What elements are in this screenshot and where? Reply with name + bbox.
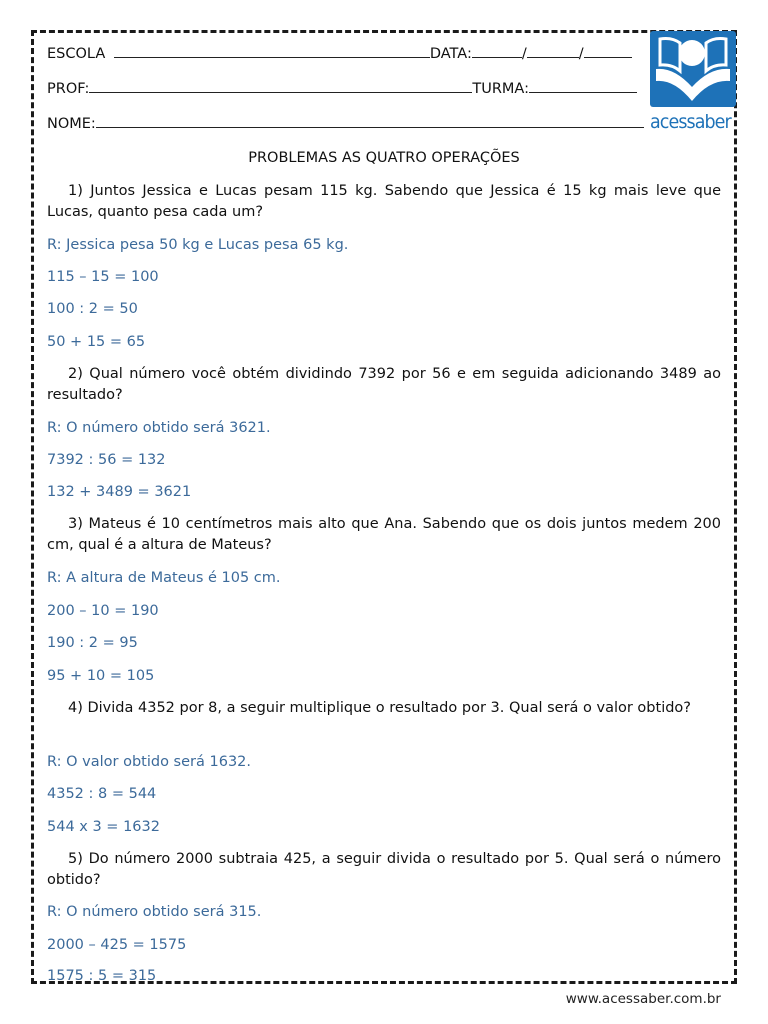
prof-field[interactable] xyxy=(89,79,472,93)
date-slash-1: / xyxy=(521,46,527,62)
nome-field[interactable] xyxy=(96,114,644,128)
question-5: 5) Do número 2000 subtraia 425, a seguir divida o resultado por 5. Qual será o número obtido? xyxy=(47,851,721,888)
question-1: 1) Juntos Jessica e Lucas pesam 115 kg. Sabendo que Jessica é 15 kg mais leve que Lucas, quanto pesa cada um? xyxy=(47,183,721,220)
worksheet-border xyxy=(31,30,737,984)
question-4: 4) Divida 4352 por 8, a seguir multiplique o resultado por 3. Qual será o valor obtido? xyxy=(68,700,691,716)
answer-1: R: Jessica pesa 50 kg e Lucas pesa 65 kg. xyxy=(47,237,349,253)
date-year-field[interactable] xyxy=(584,44,632,58)
answer-4-step-2: 544 x 3 = 1632 xyxy=(47,819,160,835)
answer-3-step-1: 200 – 10 = 190 xyxy=(47,603,159,619)
nome-label: NOME: xyxy=(47,116,96,132)
answer-2-step-1: 7392 : 56 = 132 xyxy=(47,452,166,468)
turma-label: TURMA: xyxy=(472,81,529,97)
answer-2: R: O número obtido será 3621. xyxy=(47,420,271,436)
question-3: 3) Mateus é 10 centímetros mais alto que Ana. Sabendo que os dois juntos medem 200 cm, qual é a altura de Mateus? xyxy=(47,516,721,553)
answer-4-step-1: 4352 : 8 = 544 xyxy=(47,786,157,802)
logo-wordmark: acessaber xyxy=(650,111,731,133)
answer-5: R: O número obtido será 315. xyxy=(47,904,262,920)
answer-3-step-3: 95 + 10 = 105 xyxy=(47,668,155,684)
answer-1-step-1: 115 – 15 = 100 xyxy=(47,269,159,285)
logo-emblem xyxy=(650,31,736,107)
date-month-field[interactable] xyxy=(527,44,579,58)
turma-field[interactable] xyxy=(529,79,637,93)
escola-label: ESCOLA xyxy=(47,46,106,62)
worksheet-title: PROBLEMAS AS QUATRO OPERAÇÕES xyxy=(248,150,520,166)
footer-url: www.acessaber.com.br xyxy=(565,991,721,1007)
header-school-line xyxy=(47,44,632,63)
answer-4: R: O valor obtido será 1632. xyxy=(47,754,251,770)
question-2: 2) Qual número você obtém dividindo 7392 por 56 e em seguida adicionando 3489 ao resultado? xyxy=(47,366,721,403)
answer-3: R: A altura de Mateus é 105 cm. xyxy=(47,570,281,586)
header-nome-line xyxy=(47,114,644,133)
escola-field[interactable] xyxy=(114,44,430,58)
answer-2-step-2: 132 + 3489 = 3621 xyxy=(47,484,192,500)
date-slash-2: / xyxy=(578,46,584,62)
date-day-field[interactable] xyxy=(472,44,522,58)
answer-3-step-2: 190 : 2 = 95 xyxy=(47,635,138,651)
answer-5-step-1: 2000 – 425 = 1575 xyxy=(47,937,187,953)
prof-label: PROF: xyxy=(47,81,90,97)
answer-1-step-3: 50 + 15 = 65 xyxy=(47,334,146,350)
data-label: DATA: xyxy=(429,46,472,62)
answer-5-step-2: 1575 : 5 = 315 xyxy=(47,968,157,981)
header-prof-line xyxy=(47,79,637,98)
reader-icon xyxy=(650,31,736,107)
acessaber-logo xyxy=(650,31,738,133)
answer-1-step-2: 100 : 2 = 50 xyxy=(47,301,138,317)
